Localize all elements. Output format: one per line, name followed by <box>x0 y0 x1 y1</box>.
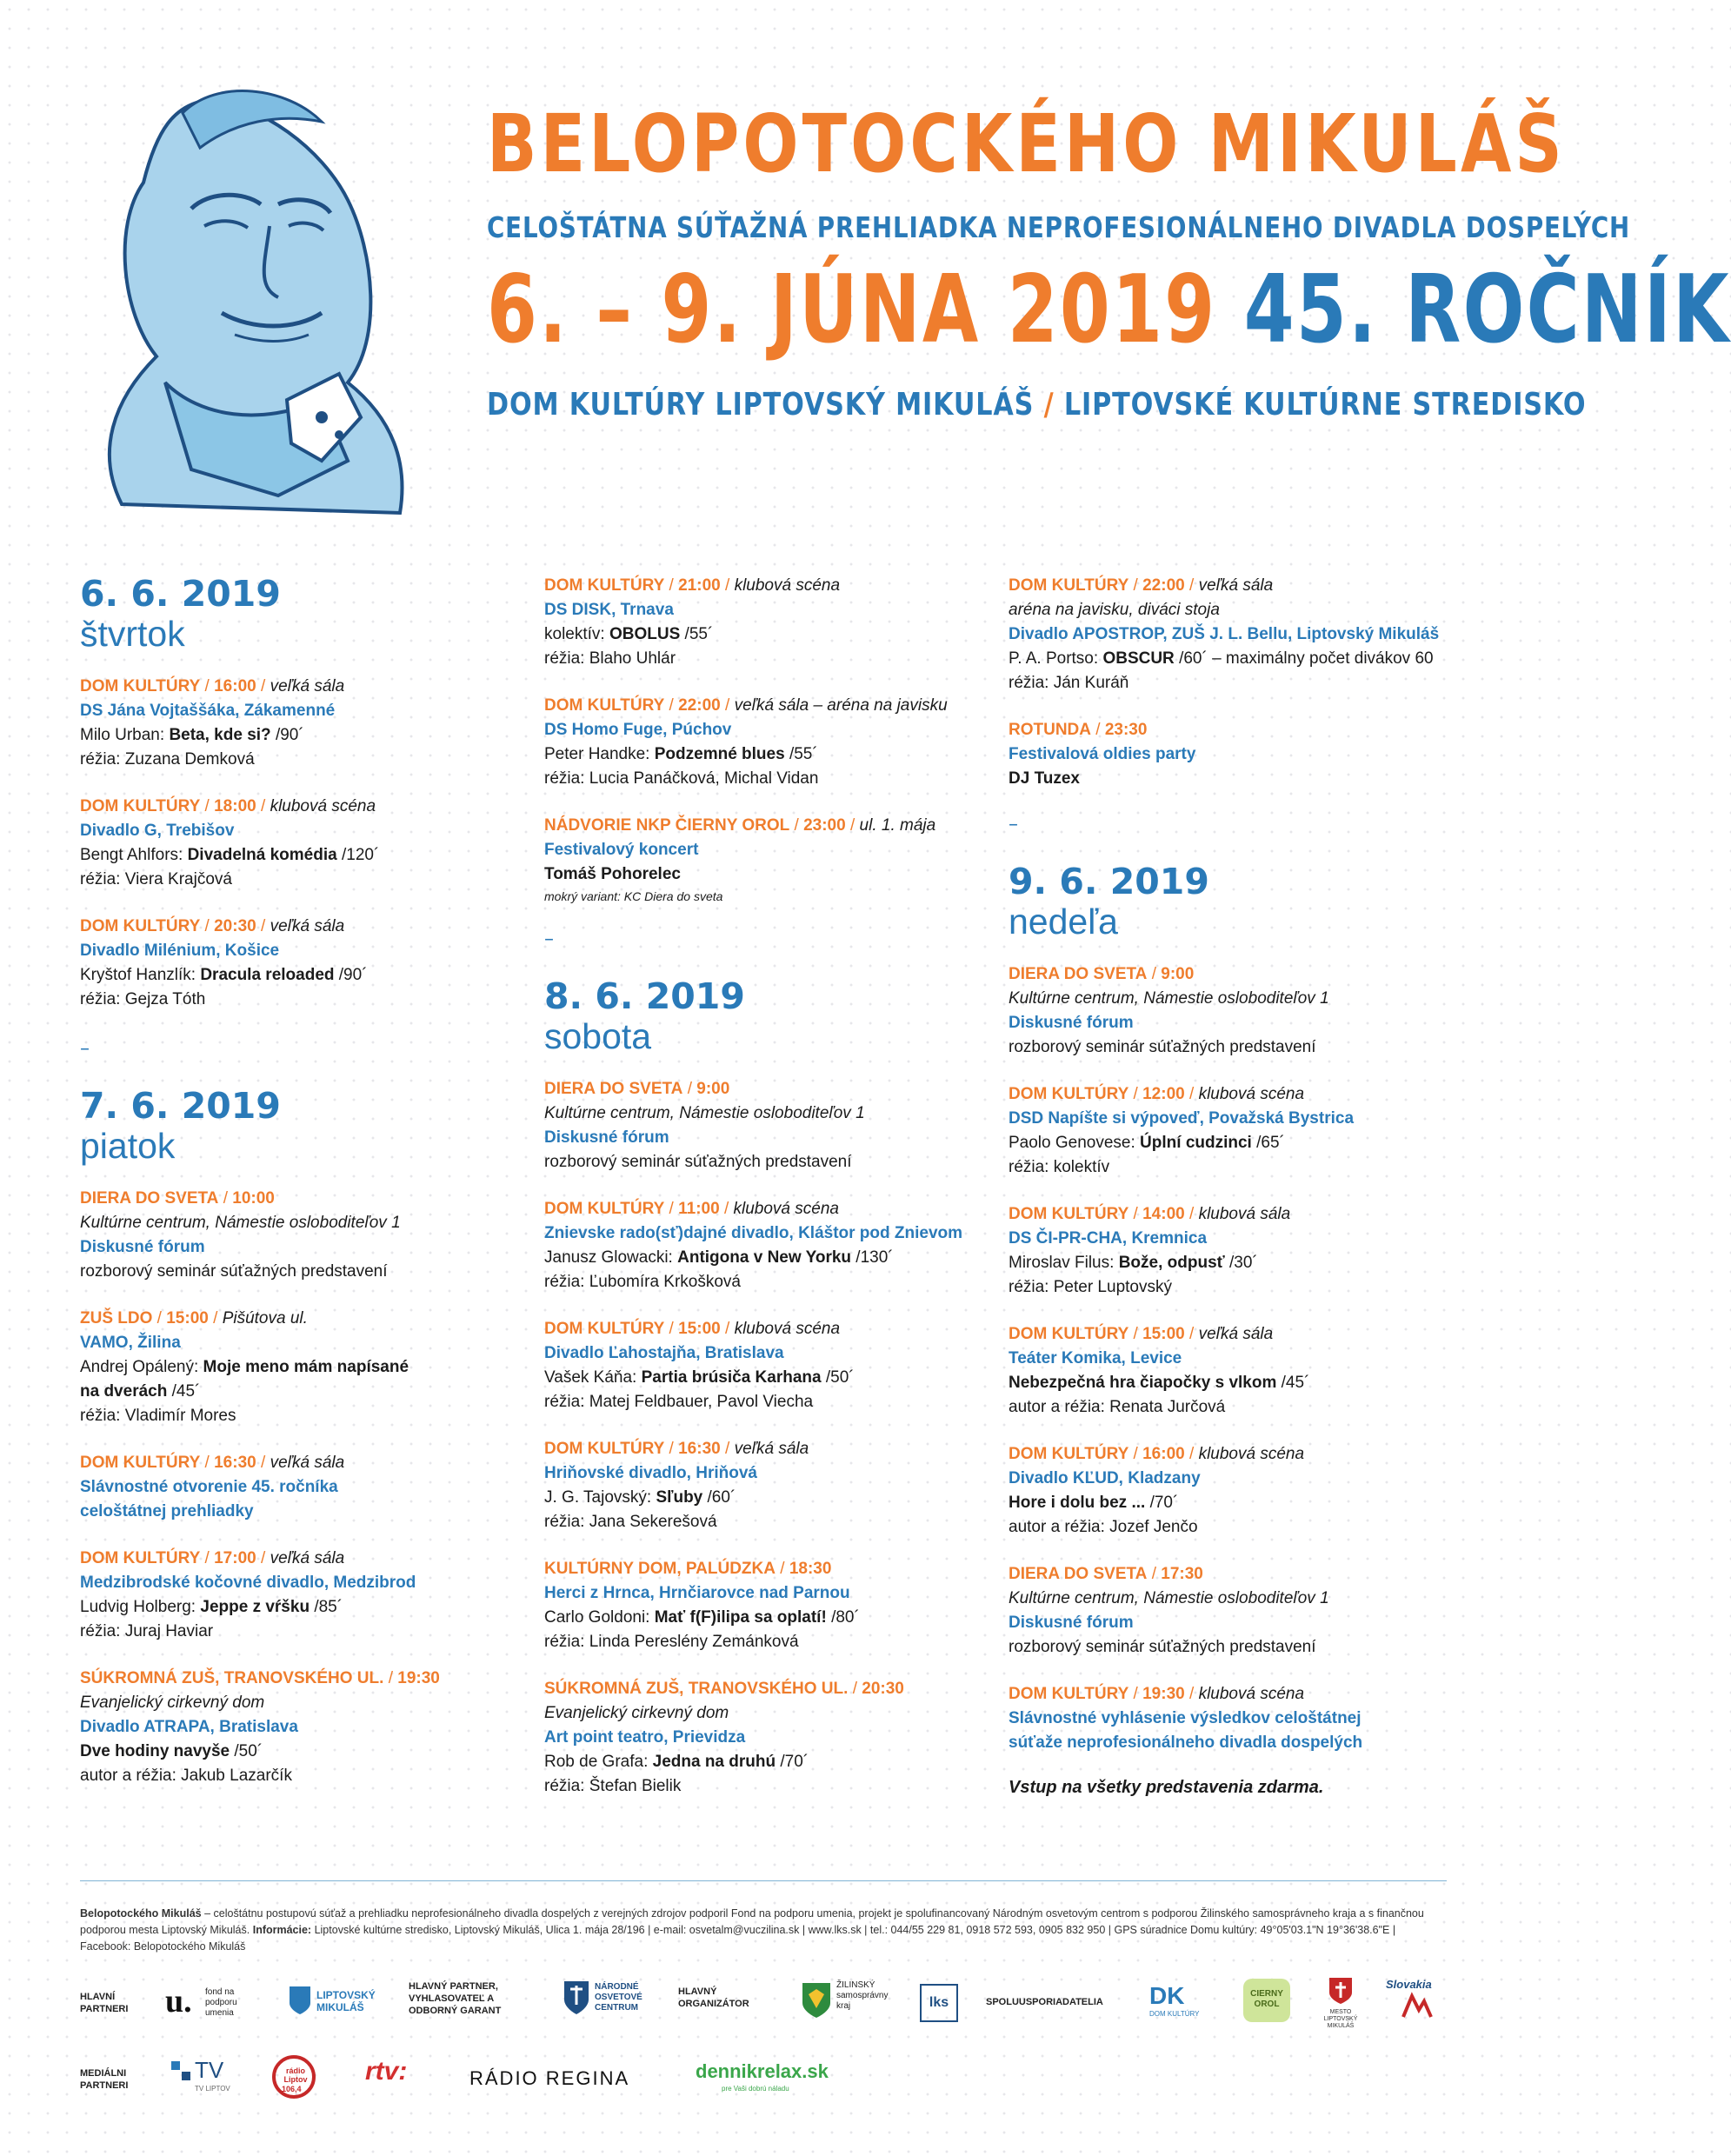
event-director: réžia: Jana Sekerešová <box>544 1513 717 1532</box>
event: DIERA DO SVETA / 9:00 Kultúrne centrum, Námestie osloboditeľov 1 Diskusné fórum rozborový seminár súťažných predstavení <box>544 1077 996 1174</box>
event-play: Nebezpečná hra čiapočky s vlkom <box>1009 1374 1277 1393</box>
event-director: réžia: kolektív <box>1009 1158 1110 1177</box>
event: DOM KULTÚRY / 22:00 / veľká sála – aréna na javisku DS Homo Fuge, Púchov Peter Handke: Podzemné blues /55´ réžia: Lucia Panáčková, Michal Vidan <box>544 694 996 791</box>
event-venue: DOM KULTÚRY <box>80 797 201 816</box>
event-venue: DIERA DO SVETA <box>544 1080 683 1099</box>
event: SÚKROMNÁ ZUŠ, TRANOVSKÉHO UL. / 20:30 Evanjelický cirkevný dom Art point teatro, Prievidza Rob de Grafa: Jedna na druhú /70´ réžia: Štefan Bielik <box>544 1677 996 1799</box>
program-column-3 <box>1009 574 1461 1824</box>
event-play-line: Ludvig Holberg: Jeppe z vŕšku /85´ <box>80 1598 343 1617</box>
event-venue: DOM KULTÚRY <box>1009 1085 1129 1104</box>
event-place: aréna na javisku, diváci stoja <box>1009 601 1220 619</box>
event-play: Beta, kde si? <box>169 726 271 745</box>
event-venue: DIERA DO SVETA <box>1009 965 1148 984</box>
event: DOM KULTÚRY / 16:30 / veľká sála Hriňovské divadlo, Hriňová J. G. Tajovský: Sľuby /60´ réžia: Jana Sekerešová <box>544 1437 996 1534</box>
cierny-orol-logo: CIERNY OROL <box>1243 1979 1290 2022</box>
event-venue: DOM KULTÚRY <box>544 1320 665 1339</box>
event-director: réžia: Peter Luptovský <box>1009 1278 1172 1297</box>
event-time: 17:30 <box>1161 1565 1203 1584</box>
event-stage: klubová scéna <box>1198 1445 1305 1464</box>
event-time: 14:00 <box>1142 1205 1185 1224</box>
event-ensemble: súťaže neprofesionálneho divadla dospelých <box>1009 1733 1363 1753</box>
event-time: 23:00 <box>803 816 846 835</box>
event-venue: DOM KULTÚRY <box>1009 1325 1129 1344</box>
event: DIERA DO SVETA / 10:00 Kultúrne centrum, Námestie osloboditeľov 1 Diskusné fórum rozborový seminár súťažných predstavení <box>80 1187 532 1284</box>
event-time: 11:00 <box>678 1200 720 1219</box>
radio-regina-logo: RÁDIO REGINA <box>469 2067 630 2089</box>
media-partners-label: MEDIÁLNI PARTNERI <box>80 2068 129 2091</box>
event-director: réžia: Matej Feldbauer, Pavol Viecha <box>544 1393 814 1412</box>
tv-liptov-logo: TV TV LIPTOV <box>170 2059 240 2099</box>
festival-edition: 45. ROČNÍK <box>1243 256 1731 364</box>
event-venue: DOM KULTÚRY <box>80 1454 201 1473</box>
event-stage: veľká sála <box>270 677 345 696</box>
slovakia-mark-icon <box>1401 1993 1433 2019</box>
event-play-line: P. A. Portso: OBSCUR /60´ – maximálny počet divákov 60 <box>1009 649 1434 668</box>
event-ensemble: DSD Napíšte si výpoveď, Považská Bystrica <box>1009 1109 1355 1128</box>
day-date: 8. 6. 2019 <box>544 975 745 1017</box>
event-play: Úplní cudzinci <box>1140 1134 1252 1153</box>
event-venue: DOM KULTÚRY <box>80 677 201 696</box>
day-date: 7. 6. 2019 <box>80 1085 281 1128</box>
event-venue: DOM KULTÚRY <box>80 917 201 936</box>
program-column-1 <box>80 574 532 1814</box>
event-play: Jedna na druhú <box>652 1753 776 1772</box>
event-play-line: Kryštof Hanzlík: Dracula reloaded /90´ <box>80 966 368 985</box>
radio-liptov-logo: rádio Liptov 106,4 <box>270 2055 330 2102</box>
mesto-logo: MESTO LIPTOVSKÝ MIKULÁŠ <box>1315 1977 1367 2026</box>
event-ensemble: Teáter Komika, Levice <box>1009 1349 1182 1368</box>
event-ensemble: Divadlo G, Trebišov <box>80 822 235 841</box>
event-ensemble: Divadlo Ľahostajňa, Bratislava <box>544 1344 784 1363</box>
event-ensemble: Diskusné fórum <box>1009 1014 1134 1033</box>
event-time: 9:00 <box>1161 965 1195 984</box>
event-venue: DOM KULTÚRY <box>1009 1685 1129 1704</box>
event-place: Kultúrne centrum, Námestie osloboditeľov 1 <box>1009 989 1329 1008</box>
event: DOM KULTÚRY / 22:00 / veľká sála aréna na javisku, diváci stoja Divadlo APOSTROP, ZUŠ J. L. Bellu, Liptovský Mikuláš P. A. Portso: OBSCUR /60´ – maximálny počet divákov 60 réžia: Ján Kuráň <box>1009 574 1461 695</box>
event: DOM KULTÚRY / 20:30 / veľká sála Divadlo Milénium, Košice Kryštof Hanzlík: Dracula reloaded /90´ réžia: Gejza Tóth <box>80 915 532 1012</box>
event-place: Kultúrne centrum, Námestie osloboditeľov 1 <box>1009 1589 1329 1608</box>
event: DOM KULTÚRY / 16:30 / veľká sála Slávnostné otvorenie 45. ročníka celoštátnej prehliadky <box>80 1451 532 1524</box>
event-play-line: Milo Urban: Beta, kde si? /90´ <box>80 726 304 745</box>
event-place: Kultúrne centrum, Námestie osloboditeľov 1 <box>80 1214 401 1233</box>
event-stage: veľká sála <box>270 1549 345 1568</box>
day-9-6 <box>1009 862 1461 1798</box>
event: DOM KULTÚRY / 16:00 / klubová scéna Divadlo KĽUD, Kladzany Hore i dolu bez ... /70´ autor a réžia: Jozef Jenčo <box>1009 1442 1461 1540</box>
event-ensemble: Festivalová oldies party <box>1009 745 1196 763</box>
footer-info-label: Informácie: <box>252 1924 312 1936</box>
event-stage: Pišútova ul. <box>222 1309 308 1328</box>
event-stage: veľká sála <box>734 1440 809 1459</box>
organizer-label: HLAVNÝ ORGANIZÁTOR <box>678 1986 749 2009</box>
venue-right: LIPTOVSKÉ KULTÚRNE STREDISKO <box>1063 387 1587 423</box>
event-stage: veľká sála – aréna na javisku <box>734 696 948 715</box>
lks-logo: lks <box>920 1984 958 2022</box>
noc-logo: NÁRODNÉ OSVETOVÉ CENTRUM <box>563 1980 643 2027</box>
day-weekday: piatok <box>80 1126 176 1167</box>
event: DOM KULTÚRY / 15:00 / veľká sála Teáter Komika, Levice Nebezpečná hra čiapočky s vlkom /45´ autor a réžia: Renata Jurčová <box>1009 1322 1461 1420</box>
event-play-line: Janusz Glowacki: Antigona v New Yorku /130´ <box>544 1248 894 1268</box>
event-stage: veľká sála <box>270 917 345 936</box>
event-description: rozborový seminár súťažných predstavení <box>544 1153 852 1172</box>
event-director: autor a réžia: Jozef Jenčo <box>1009 1518 1198 1537</box>
event-ensemble: Divadlo KĽUD, Kladzany <box>1009 1469 1201 1488</box>
event: DOM KULTÚRY / 12:00 / klubová scéna DSD Napíšte si výpoveď, Považská Bystrica Paolo Genovese: Úplní cudzinci /65´ réžia: kolektív <box>1009 1082 1461 1180</box>
event-venue: ZUŠ LDO <box>80 1309 153 1328</box>
event-ensemble: Art point teatro, Prievidza <box>544 1728 746 1747</box>
event-venue: ROTUNDA <box>1009 721 1091 739</box>
day-7-6 <box>80 1086 532 1788</box>
day-divider: – <box>80 1038 90 1061</box>
event-play: Bože, odpusť <box>1118 1254 1225 1273</box>
co-organizers-label: SPOLUUSPORIADATELIA <box>986 1997 1103 2007</box>
event-director: réžia: Ľubomíra Krkošková <box>544 1273 741 1292</box>
event-place: Kultúrne centrum, Námestie osloboditeľov 1 <box>544 1104 865 1123</box>
event-director: réžia: Štefan Bielik <box>544 1777 682 1796</box>
event: ZUŠ LDO / 15:00 / Pišútova ul. VAMO, Žilina Andrej Opálený: Moje meno mám napísané na dverách /45´ réžia: Vladimír Mores <box>80 1307 532 1428</box>
event-ensemble: Hriňovské divadlo, Hriňová <box>544 1464 757 1483</box>
mesto-crest-icon <box>1328 1977 1353 2005</box>
event-ensemble: VAMO, Žilina <box>80 1334 181 1353</box>
event-time: 21:00 <box>678 576 721 595</box>
event-time: 18:30 <box>789 1560 832 1579</box>
festival-venue <box>487 387 1587 423</box>
free-entry-note: Vstup na všetky predstavenia zdarma. <box>1009 1778 1324 1798</box>
event-time: 18:00 <box>214 797 256 816</box>
event-play: OBSCUR <box>1102 649 1175 668</box>
venue-separator: / <box>1043 387 1055 423</box>
event-ensemble: DS Homo Fuge, Púchov <box>544 721 732 739</box>
event-time: 15:00 <box>678 1320 721 1339</box>
day-8-6 <box>544 976 996 1799</box>
event: DOM KULTÚRY / 17:00 / veľká sála Medzibrodské kočovné divadlo, Medzibrod Ludvig Holberg: Jeppe z vŕšku /85´ réžia: Juraj Haviar <box>80 1547 532 1644</box>
event-ensemble: Diskusné fórum <box>80 1238 205 1257</box>
event-time: 20:30 <box>862 1680 904 1699</box>
event-venue: DIERA DO SVETA <box>80 1189 219 1208</box>
day-date: 9. 6. 2019 <box>1009 861 1209 902</box>
event: DOM KULTÚRY / 18:00 / klubová scéna Divadlo G, Trebišov Bengt Ahlfors: Divadelná komédia /120´ réžia: Viera Krajčová <box>80 795 532 892</box>
event-ensemble: Festivalový koncert <box>544 841 699 859</box>
event-stage: ul. 1. mája <box>859 816 936 835</box>
event-time: 22:00 <box>1142 576 1185 595</box>
event-ensemble: Divadlo APOSTROP, ZUŠ J. L. Bellu, Liptovský Mikuláš <box>1009 625 1440 643</box>
event-play: Moje meno mám napísané <box>203 1358 409 1377</box>
festival-title: BELOPOTOCKÉHO MIKULÁŠ <box>487 97 1566 190</box>
event-play-line: Bengt Ahlfors: Divadelná komédia /120´ <box>80 846 380 865</box>
footer-lead: Belopotockého Mikuláš <box>80 1907 202 1920</box>
event: DIERA DO SVETA / 9:00 Kultúrne centrum, Námestie osloboditeľov 1 Diskusné fórum rozborový seminár súťažných predstavení <box>1009 962 1461 1060</box>
event-time: 19:30 <box>397 1669 440 1688</box>
event-venue: DOM KULTÚRY <box>544 1200 665 1219</box>
event-time: 10:00 <box>232 1189 275 1208</box>
event-time: 16:30 <box>678 1440 721 1459</box>
event-description: rozborový seminár súťažných predstavení <box>1009 1638 1316 1657</box>
festival-dates: 6. – 9. JÚNA 2019 <box>487 256 1217 364</box>
event-play-line: J. G. Tajovský: Sľuby /60´ <box>544 1488 736 1507</box>
event: ROTUNDA / 23:30 Festivalová oldies party DJ Tuzex <box>1009 718 1461 791</box>
event-play-line: Peter Handke: Podzemné blues /55´ <box>544 745 818 763</box>
event-play-line: Vašek Káňa: Partia brúsiča Karhana /50´ <box>544 1368 855 1387</box>
event-note: mokrý variant: KC Diera do sveta <box>544 889 723 903</box>
event-venue: SÚKROMNÁ ZUŠ, TRANOVSKÉHO UL. <box>80 1669 384 1688</box>
event-play: Divadelná komédia <box>187 846 337 865</box>
event-time: 15:00 <box>1142 1325 1185 1344</box>
event-play: Hore i dolu bez ... <box>1009 1494 1146 1513</box>
event: DOM KULTÚRY / 15:00 / klubová scéna Divadlo Ľahostajňa, Bratislava Vašek Káňa: Partia brúsiča Karhana /50´ réžia: Matej Feldbauer, Pavol Viecha <box>544 1317 996 1414</box>
zsk-crest-icon <box>802 1982 831 2019</box>
event-venue: DIERA DO SVETA <box>1009 1565 1148 1584</box>
event-ensemble: Slávnostné vyhlásenie výsledkov celoštátnej <box>1009 1709 1361 1728</box>
event-play: Podzemné blues <box>654 745 785 763</box>
event-ensemble: celoštátnej prehliadky <box>80 1502 254 1521</box>
event-time: 16:00 <box>214 677 256 696</box>
venue-left: DOM KULTÚRY LIPTOVSKÝ MIKULÁŠ <box>487 387 1035 423</box>
event-venue: DOM KULTÚRY <box>1009 1205 1129 1224</box>
town-crest-icon <box>289 1986 311 2015</box>
event-venue: DOM KULTÚRY <box>80 1549 201 1568</box>
event-play-line: Carlo Goldoni: Mať f(F)ilipa sa oplatí! /80´ <box>544 1608 860 1627</box>
event-ensemble: DS Jána Vojtaššáka, Zákamenné <box>80 702 336 721</box>
event-place: Evanjelický cirkevný dom <box>544 1704 729 1723</box>
day-date: 6. 6. 2019 <box>80 573 281 615</box>
event-ensemble: Slávnostné otvorenie 45. ročníka <box>80 1478 338 1497</box>
event-director: réžia: Juraj Haviar <box>80 1622 214 1641</box>
day-weekday: nedeľa <box>1009 902 1118 942</box>
event-stage: veľká sála <box>1198 576 1274 595</box>
footer-divider <box>80 1880 1447 1881</box>
event-venue: DOM KULTÚRY <box>1009 576 1129 595</box>
event-time: 16:30 <box>214 1454 256 1473</box>
event-play: Partia brúsiča Karhana <box>641 1368 822 1387</box>
event-ensemble: Znievske rado(sť)dajné divadlo, Kláštor pod Znievom <box>544 1224 963 1243</box>
event: SÚKROMNÁ ZUŠ, TRANOVSKÉHO UL. / 19:30 Evanjelický cirkevný dom Divadlo ATRAPA, Bratislava Dve hodiny navyše /50´ autor a réžia: Jakub Lazarčík <box>80 1667 532 1788</box>
event-stage: klubová scéna <box>733 1200 839 1219</box>
main-partner-label: HLAVNÝ PARTNER, VYHLASOVATEĽ A ODBORNÝ GARANT <box>409 1981 502 2016</box>
event-performer: DJ Tuzex <box>1009 769 1081 788</box>
event-play-line: Paolo Genovese: Úplní cudzinci /65´ <box>1009 1134 1285 1153</box>
festival-dates-line <box>487 256 1731 364</box>
event-venue: DOM KULTÚRY <box>544 1440 665 1459</box>
event-play: Antigona v New Yorku <box>677 1248 852 1268</box>
event: DOM KULTÚRY / 16:00 / veľká sála DS Jána Vojtaššáka, Zákamenné Milo Urban: Beta, kde si? /90´ réžia: Zuzana Demková <box>80 675 532 772</box>
dk-logo: DK DOM KULTÚRY <box>1149 1982 1200 2018</box>
event-director: réžia: Lucia Panáčková, Michal Vidan <box>544 769 819 788</box>
liptovsky-mikulas-logo: LIPTOVSKÝ MIKULÁŠ <box>289 1986 393 2026</box>
event-venue: DOM KULTÚRY <box>544 696 665 715</box>
event: DOM KULTÚRY / 14:00 / klubová sála DS ČI-PR-CHA, Kremnica Miroslav Filus: Bože, odpusť /30´ réžia: Peter Luptovský <box>1009 1202 1461 1300</box>
event-ensemble: DS DISK, Trnava <box>544 601 674 619</box>
fpu-logo: u. fond na podporu umenia <box>165 1983 237 2020</box>
event-ensemble: Divadlo Milénium, Košice <box>80 942 280 961</box>
event-time: 9:00 <box>696 1080 730 1099</box>
event-performer: Tomáš Pohorelec <box>544 865 681 883</box>
event: DOM KULTÚRY / 19:30 / klubová scéna Slávnostné vyhlásenie výsledkov celoštátnej súťaže neprofesionálneho divadla dospelých <box>1009 1682 1461 1755</box>
event-time: 19:30 <box>1142 1685 1185 1704</box>
event-time: 23:30 <box>1104 721 1148 739</box>
event-play-line: Nebezpečná hra čiapočky s vlkom /45´ <box>1009 1374 1310 1393</box>
event-play-line: Hore i dolu bez ... /70´ <box>1009 1494 1179 1513</box>
slovakia-logo: Slovakia <box>1386 1977 1447 2026</box>
event: DOM KULTÚRY / 21:00 / klubová scéna DS DISK, Trnava kolektív: OBOLUS /55´ réžia: Blaho Uhlár <box>544 574 996 671</box>
dennikrelax-logo: dennikrelax.sk pre Vaši dobrú náladu <box>696 2060 829 2093</box>
event-director: réžia: Vladimír Mores <box>80 1407 236 1426</box>
event-place: Evanjelický cirkevný dom <box>80 1694 265 1713</box>
footer-text <box>80 1906 1447 1955</box>
event-time: 15:00 <box>166 1309 209 1328</box>
event: DOM KULTÚRY / 11:00 / klubová scéna Znievske rado(sť)dajné divadlo, Kláštor pod Znievom Janusz Glowacki: Antigona v New Yorku /130´ réžia: Ľubomíra Krkošková <box>544 1197 996 1294</box>
main-partners-label: HLAVNÍ PARTNERI <box>80 1992 129 2014</box>
event-director: réžia: Zuzana Demková <box>80 750 255 769</box>
event-director: réžia: Linda Pereslény Zemánková <box>544 1633 799 1652</box>
day-divider: – <box>544 928 554 950</box>
event-ensemble: Herci z Hrnca, Hrnčiarovce nad Parnou <box>544 1584 850 1603</box>
program-column-2 <box>544 574 996 1825</box>
event-director: réžia: Viera Krajčová <box>80 870 232 889</box>
footer-info: Liptovské kultúrne stredisko, Liptovský Mikuláš, Ulica 1. mája 28/196 | e-mail: osvetalm@vuczilina.sk | www.lks.sk | tel.: 044/55 229 81, 0918 572 593, 0905 832 950 | GPS súradnice Domu kultúry: 49°05'03.1"N 19°36'38.6"E | Facebook: Belopotockého Mikuláš <box>80 1924 1396 1953</box>
day-6-6 <box>80 574 532 1012</box>
event-stage: klubová sála <box>1198 1205 1291 1224</box>
event-play-line: kolektív: OBOLUS /55´ <box>544 625 714 643</box>
day-weekday: štvrtok <box>80 614 185 655</box>
event-play-line: Andrej Opálený: Moje meno mám napísané <box>80 1358 409 1377</box>
event-ensemble: Divadlo ATRAPA, Bratislava <box>80 1718 298 1737</box>
event-venue: NÁDVORIE NKP ČIERNY OROL <box>544 816 790 835</box>
event-director: réžia: Gejza Tóth <box>80 990 206 1009</box>
title-block <box>487 97 1731 423</box>
event-stage: veľká sála <box>1198 1325 1274 1344</box>
event-time: 16:00 <box>1142 1445 1185 1464</box>
rtvs-logo: rtv: <box>365 2057 408 2086</box>
day-divider: – <box>1009 814 1018 835</box>
event-venue: SÚKROMNÁ ZUŠ, TRANOVSKÉHO UL. <box>544 1680 849 1699</box>
event-play: Mať f(F)ilipa sa oplatí! <box>654 1608 827 1627</box>
footer-body: – celoštátnu postupovú súťaž a prehliadku neprofesionálneho divadla dospelých z verejných zdrojov podporil Fond na podporu umenia, projekt je spolufinancovaný Národným osvetovým centrom s podporou Žilinského samosprávneho kraja a s finančnou podporou mesta Liptovský Mikuláš. <box>80 1907 1424 1936</box>
zsk-logo: ŽILINSKÝ samosprávny kraj <box>802 1979 889 2026</box>
event-ensemble: DS ČI-PR-CHA, Kremnica <box>1009 1229 1208 1248</box>
event-venue: KULTÚRNY DOM, PALÚDZKA <box>544 1560 776 1579</box>
event-director: autor a réžia: Renata Jurčová <box>1009 1398 1226 1417</box>
event-play-line: Rob de Grafa: Jedna na druhú /70´ <box>544 1753 809 1772</box>
event-time: 17:00 <box>214 1549 256 1568</box>
event-ensemble: Diskusné fórum <box>544 1128 669 1148</box>
event-ensemble: Diskusné fórum <box>1009 1614 1134 1633</box>
event-director: autor a réžia: Jakub Lazarčík <box>80 1767 292 1786</box>
event-play: Dve hodiny navyše <box>80 1742 230 1761</box>
event-stage: klubová scéna <box>270 797 376 816</box>
event-play: Sľuby <box>656 1488 703 1507</box>
event-director: réžia: Blaho Uhlár <box>544 649 676 668</box>
festival-subtitle: CELOŠTÁTNA SÚŤAŽNÁ PREHLIADKA NEPROFESIONÁLNEHO DIVADLA DOSPELÝCH <box>487 210 1631 244</box>
event-time: 20:30 <box>214 917 256 936</box>
event-play-line: na dverách /45´ <box>80 1382 201 1401</box>
event-stage: klubová scéna <box>1198 1085 1305 1104</box>
event-play: OBOLUS <box>609 625 681 643</box>
tv-icon <box>170 2060 191 2081</box>
event-time: 22:00 <box>678 696 721 715</box>
event-stage: klubová scéna <box>734 1320 841 1339</box>
event: NÁDVORIE NKP ČIERNY OROL / 23:00 / ul. 1. mája Festivalový koncert Tomáš Pohorelec mokrý variant: KC Diera do sveta <box>544 814 996 906</box>
event-venue: DOM KULTÚRY <box>1009 1445 1129 1464</box>
event-ensemble: Medzibrodské kočovné divadlo, Medzibrod <box>80 1574 416 1593</box>
event-play-line: Miroslav Filus: Bože, odpusť /30´ <box>1009 1254 1258 1273</box>
event: KULTÚRNY DOM, PALÚDZKA / 18:30 Herci z Hrnca, Hrnčiarovce nad Parnou Carlo Goldoni: Mať f(F)ilipa sa oplatí! /80´ réžia: Linda Pereslény Zemánková <box>544 1557 996 1654</box>
event-play: Jeppe z vŕšku <box>200 1598 310 1617</box>
event-stage: klubová scéna <box>734 576 841 595</box>
event-description: rozborový seminár súťažných predstavení <box>1009 1038 1316 1057</box>
noc-emblem-icon <box>563 1980 589 2015</box>
event-stage: veľká sála <box>270 1454 345 1473</box>
event-play-line: Dve hodiny navyše /50´ <box>80 1742 263 1761</box>
event-play: Dracula reloaded <box>200 966 335 985</box>
event-stage: klubová scéna <box>1198 1685 1305 1704</box>
event-description: rozborový seminár súťažných predstavení <box>80 1262 388 1281</box>
event-venue: DOM KULTÚRY <box>544 576 665 595</box>
event-director: réžia: Ján Kuráň <box>1009 674 1129 692</box>
portrait-illustration <box>61 52 426 530</box>
event-time: 12:00 <box>1142 1085 1185 1104</box>
event: DIERA DO SVETA / 17:30 Kultúrne centrum, Námestie osloboditeľov 1 Diskusné fórum rozborový seminár súťažných predstavení <box>1009 1562 1461 1660</box>
day-weekday: sobota <box>544 1016 652 1057</box>
